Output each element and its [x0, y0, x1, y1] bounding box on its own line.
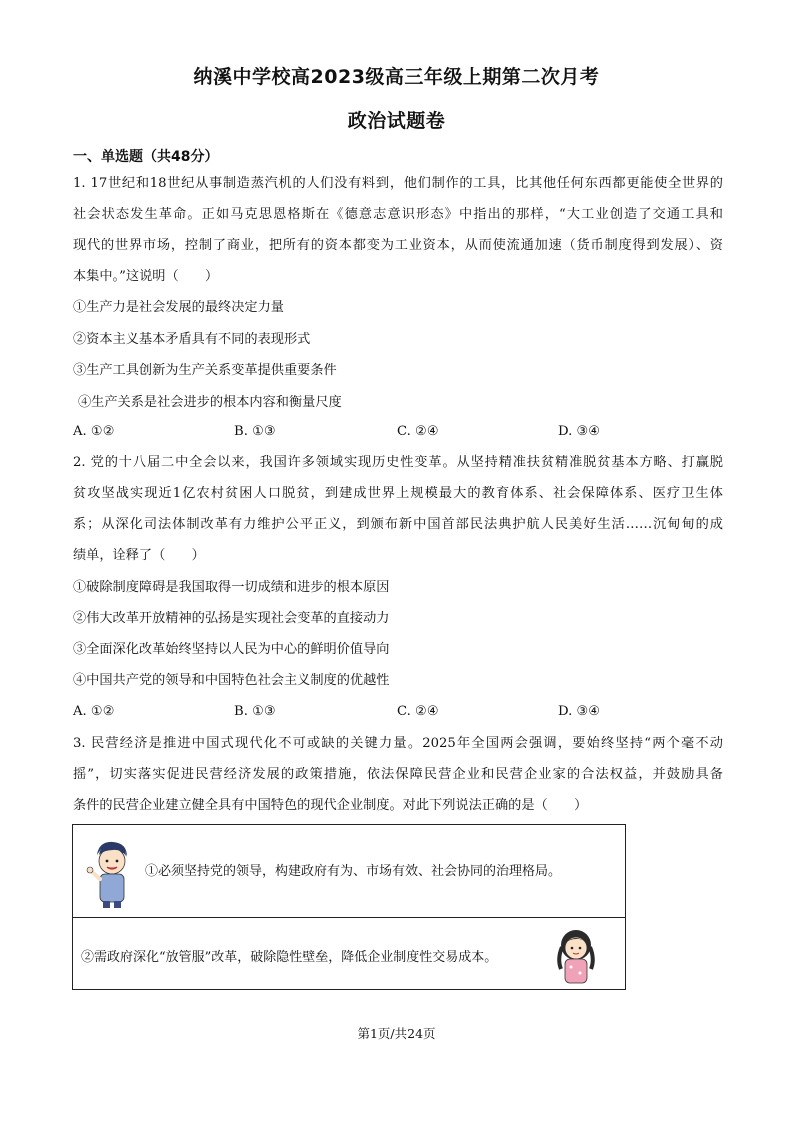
q1-statement: ①生产力是社会发展的最终决定力量: [73, 300, 284, 315]
q2-statement: ①破除制度障碍是我国取得一切成绩和进步的根本原因: [73, 580, 390, 595]
q2-line: 2. 党的十八届二中全会以来，我国许多领域实现历史性变革。从坚持精准扶贫精准脱贫基本方略、打赢脱: [73, 455, 723, 470]
boy-illustration: [85, 837, 137, 909]
q1-option-c[interactable]: C. ②④: [397, 424, 439, 439]
q2-option-b[interactable]: B. ①③: [234, 704, 276, 719]
q2-option-c[interactable]: C. ②④: [397, 704, 439, 719]
girl-illustration: [551, 925, 601, 987]
q2-line: 贫攻坚战实现近1亿农村贫困人口脱贫，到建成世界上规模最大的教育体系、社会保障体系、医疗卫生体: [73, 486, 723, 501]
q2-statement: ④中国共产党的领导和中国特色社会主义制度的优越性: [73, 673, 390, 688]
q1-line: 现代的世界市场，控制了商业，把所有的资本都变为工业资本，从而使流通加速（货币制度得到发展）、资: [73, 238, 723, 253]
q1-statement: ③生产工具创新为生产关系变革提供重要条件: [73, 363, 337, 378]
q2-statement: ②伟大改革开放精神的弘扬是实现社会变革的直接动力: [73, 611, 390, 626]
q1-option-d[interactable]: D. ③④: [558, 424, 601, 439]
box-divider: [73, 917, 625, 918]
box-statement-1: ①必须坚持党的领导，构建政府有为、市场有效、社会协同的治理格局。: [145, 864, 562, 879]
q3-line: 3. 民营经济是推进中国式现代化不可或缺的关键力量。2025年全国两会强调，要始终坚持“两个毫不动: [73, 736, 723, 751]
q1-option-b[interactable]: B. ①③: [234, 424, 276, 439]
q2-option-a[interactable]: A. ①②: [73, 704, 115, 719]
section-heading: 一、单选题（共48分）: [73, 149, 219, 165]
q1-statement: ②资本主义基本矛盾具有不同的表现形式: [73, 332, 311, 347]
q2-option-d[interactable]: D. ③④: [558, 704, 601, 719]
q1-line: 1. 17世纪和18世纪从事制造蒸汽机的人们没有料到，他们制作的工具，比其他任何东西都更能使全世界的: [73, 176, 723, 191]
exam-title: 纳溪中学校高2023级高三年级上期第二次月考: [193, 66, 600, 88]
box-statement-2: ②需政府深化“放管服”改革，破除隐性壁垒，降低企业制度性交易成本。: [81, 950, 498, 965]
q1-line: 本集中。”这说明（ ）: [73, 269, 219, 284]
q3-line: 条件的民营企业建立健全具有中国特色的现代企业制度。对此下列说法正确的是（ ）: [73, 798, 588, 813]
page-footer: 第1页/共24页: [357, 1026, 436, 1041]
q1-line: 社会状态发生革命。正如马克思恩格斯在《德意志意识形态》中指出的那样，“大工业创造了交通工具和: [73, 207, 723, 222]
q3-statement-box: [72, 824, 626, 990]
q3-line: 摇”，切实落实促进民营经济发展的政策措施，依法保障民营企业和民营企业家的合法权益，并鼓励具备: [73, 767, 723, 782]
q1-statement: ④生产关系是社会进步的根本内容和衡量尺度: [78, 395, 342, 410]
q2-line: 系；从深化司法体制改革有力维护公平正义，到颁布新中国首部民法典护航人民美好生活……沉甸甸的成: [73, 517, 723, 532]
exam-subtitle: 政治试题卷: [347, 110, 446, 132]
q2-statement: ③全面深化改革始终坚持以人民为中心的鲜明价值导向: [73, 642, 390, 657]
q1-option-a[interactable]: A. ①②: [73, 424, 115, 439]
q2-line: 绩单，诠释了（ ）: [73, 548, 205, 563]
